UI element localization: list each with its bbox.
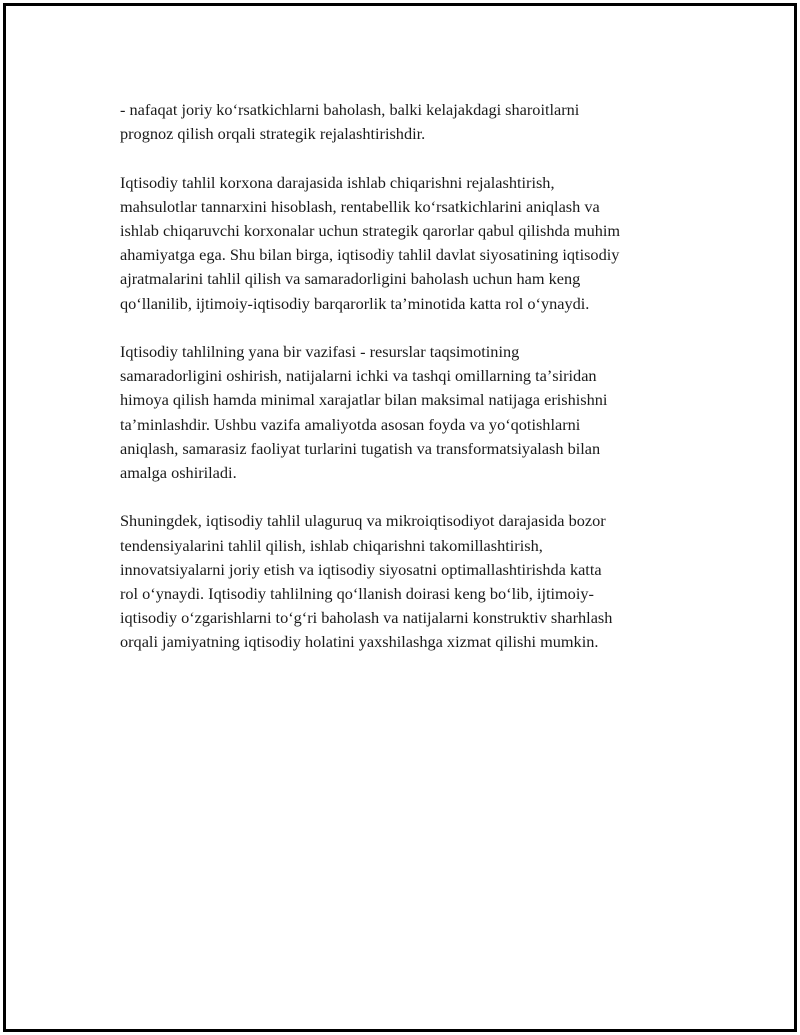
page-frame bbox=[3, 3, 797, 1032]
document-body bbox=[120, 98, 710, 679]
paragraph: Iqtisodiy tahlil korxona darajasida ishlab chiqarishni rejalashtirish, mahsulotlar tannarxini hisoblash, rentabellik koʻrsatkichlarini aniqlash va ishlab chiqaruvchi korxonalar uchun strategik qarorlar qabul qilishda muhim ahamiyatga ega. Shu bilan birga, iqtisodiy tahlil davlat siyosatining iqtisodiy ajratmalarini tahlil qilish va samaradorligini baholash uchun ham keng qoʻllanilib, ijtimoiy-iqtisodiy barqarorlik taʼminotida katta rol oʻynaydi. bbox=[120, 172, 621, 313]
paragraph: - nafaqat joriy koʻrsatkichlarni baholash, balki kelajakdagi sharoitlarni prognoz qilish orqali strategik rejalashtirishdir. bbox=[120, 100, 580, 144]
paragraph: Shuningdek, iqtisodiy tahlil ulaguruq va mikroiqtisodiyot darajasida bozor tendensiyalarini tahlil qilish, ishlab chiqarishni takomillashtirish, innovatsiyalarni joriy etish va iqtisodiy siyosatni optimallashtirishda katta rol oʻynaydi. Iqtisodiy tahlilning qoʻllanish doirasi keng boʻlib, ijtimoiy- iqtisodiy oʻzgarishlarni toʻgʻri baholash va natijalarni konstruktiv sharhlash orqali jamiyatning iqtisodiy holatini yaxshilashga xizmat qilishi mumkin. bbox=[120, 511, 613, 652]
paragraph: Iqtisodiy tahlilning yana bir vazifasi - resurslar taqsimotining samaradorligini oshirish, natijalarni ichki va tashqi omillarning taʼsiridan himoya qilish hamda minimal xarajatlar bilan maksimal natijaga erishishni taʼminlashdir. Ushbu vazifa amaliyotda asosan foyda va yoʻqotishlarni aniqlash, samarasiz faoliyat turlarini tugatish va transformatsiyalash bilan amalga oshiriladi. bbox=[120, 342, 608, 483]
